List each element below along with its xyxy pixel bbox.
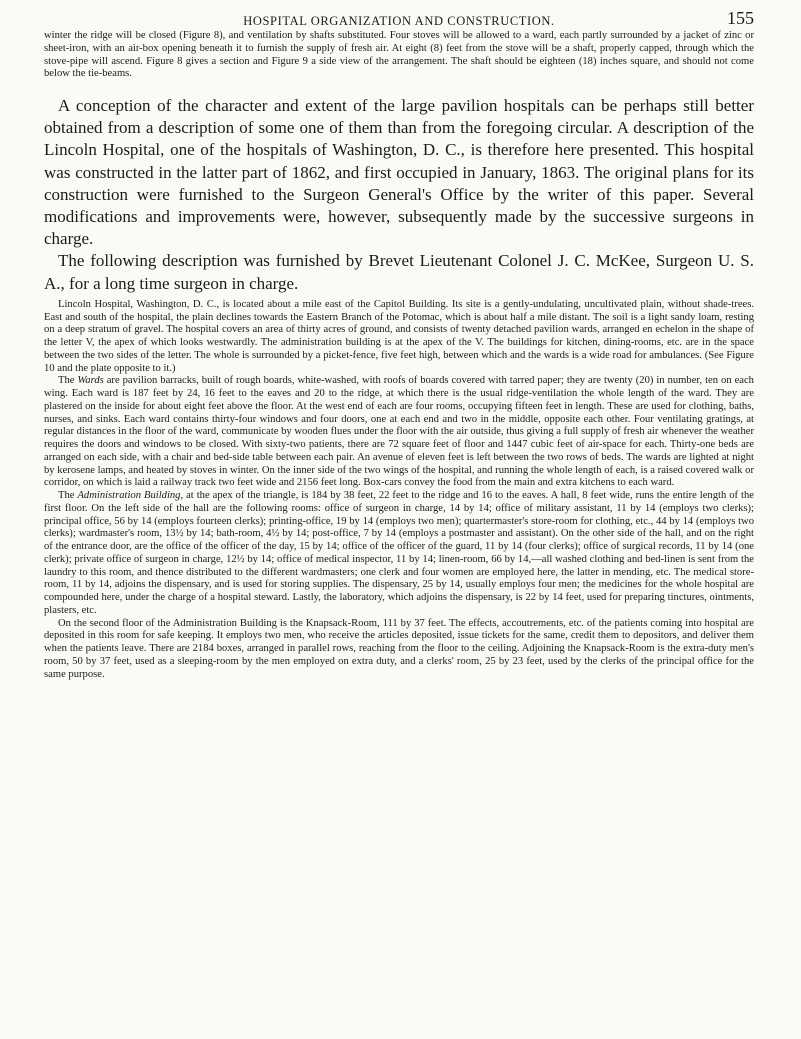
running-header [44, 0, 754, 30]
wards-text: are pavilion barracks, built of rough boards, white-washed, with roofs of boards covered with tarred paper; they are twenty (20) in number, ten on each wing. Each ward is 187 feet by 24, 16 feet to the eaves and 20 to the ridge, at which there is the usual ridge-ventilation the whole length of the ward. They are plastered on the inside for about eight feet above the floor. At the west end of each are four rooms, occupying fifteen feet in length. These are used for clothing, baths, nurses, and sinks. Each ward contains thirty-four windows and four doors, one at each end and two in the middle, opposite each other. Four ventilating gratings, at regular distances in the floor of the ward, communicate by wooden flues under the floor with the air outside, thus giving a full supply of fresh air whenever the weather requires the doors and windows to be closed. With sixty-two patients, there are 72 square feet of floor and 1447 cubic feet of air-space for each. Thirty-one beds are arranged on each side, with a chair and bed-side table between each pair. An avenue of eleven feet is left between the two rows of beds. The wards are lighted at night by kerosene lamps, and heated by stoves in winter. On the inner side of the two wings of the hospital, and running the whole length of each, is a raised covered walk or corridor, on which is laid a railway track two feet wide and 2156 feet long. Box-cars convey the food from the main and extra kitchens to each ward. [44, 375, 754, 489]
page-number: 155 [727, 8, 754, 28]
wards-prefix: The [58, 375, 78, 387]
description-paragraph-administration [44, 490, 754, 618]
administration-prefix: The [58, 490, 78, 502]
continued-paragraph: winter the ridge will be closed (Figure 8), and ventilation by shafts substituted. Four stoves will be allowed to a ward, each partly surrounded by a jacket of zinc or sheet-iron, with an air-box opening beneath it to furnish the supply of fresh air. At eight (8) feet from the stove will be a shaft, properly capped, through which the stove-pipe will ascend. Figure 8 gives a section and Figure 9 a side view of the arrangement. The shaft should be eighteen (18) inches square, and should not come below the tie-beams. [44, 30, 754, 80]
intro-paragraph-2: The following description was furnished by Brevet Lieutenant Colonel J. C. McKee, Surgeon U. S. A., for a long time surgeon in charge. [44, 251, 754, 293]
description-paragraph-knapsack-room: On the second floor of the Administration Building is the Knapsack-Room, 111 by 37 feet. The effects, accoutrements, etc. of the patients coming into hospital are deposited in this room for safe keeping. It employs two men, who receive the articles deposited, issue tickets for the same, credit them to depositors, and deliver them when the patients leave. There are 2184 boxes, arranged in parallel rows, reaching from the floor to the ceiling. Adjoining the Knapsack-Room is the extra-duty men's room, 50 by 37 feet, used as a sleeping-room by the men employed on extra duty, and a clerks' room, 25 by 23 feet, used by the clerks of the principal office for the same purpose. [44, 617, 754, 680]
administration-lead: Administration Building [77, 490, 181, 502]
wards-lead: Wards [77, 375, 104, 387]
description-paragraph-location: Lincoln Hospital, Washington, D. C., is located about a mile east of the Capitol Building. Its site is a gently-undulating, uncultivated plain, without shade-trees. East and south of the hospital, the plain declines towards the Eastern Branch of the Potomac, which is about half a mile distant. The soil is a light sandy loam, resting on a deep stratum of gravel. The hospital covers an area of thirty acres of ground, and consists of twenty detached pavilion wards, arranged en echelon in the shape of the letter V, the apex of which looks westwardly. The administration building is at the apex of the V. The buildings for kitchen, dining-rooms, etc. are in the space between the two sides of the letter. The whole is surrounded by a picket-fence, five feet high, between which and the wards is a wide road for ambulances. (See Figure 10 and the plate opposite to it.) [44, 298, 754, 374]
introduction [44, 95, 754, 295]
administration-text: , at the apex of the triangle, is 184 by 38 feet, 22 feet to the ridge and 16 to the eaves. A hall, 8 feet wide, runs the entire length of the first floor. On the left side of the hall are the following rooms: office of surgeon in charge, 14 by 14; office of military assistant, 11 by 14 (employs two clerks); principal office, 56 by 14 (employs fourteen clerks); printing-office, 19 by 14 (employs two men); quartermaster's store-room for clothing, etc., 44 by 14 (employs two clerks); wardmaster's room, 13½ by 14; bath-room, 4½ by 14; post-office, 7 by 14 (employs a postmaster and assistant). On the other side of the hall, and on the right of the entrance door, are the office of the officer of the day, 15 by 14; office of the officer of the guard, 11 by 14 (four clerks); office of surgical records, 11 by 14 (one clerk); private office of surgeon in charge, 12½ by 14; office of medical inspector, 11 by 14; linen-room, 66 by 14,—all washed clothing and bed-linen is sent from the laundry to this room, and thence distributed to the different wardmasters; one clerk and four women are employed here, the latter in mending, etc. The medical store-room, 11 by 14, adjoins the dispensary, and is used for storing supplies. The dispensary, 25 by 14, usually employs four men; the medicines for the whole hospital are compounded here, under the charge of a hospital steward. Lastly, the laboratory, which adjoins the dispensary, is 22 by 14 feet, used for preparing tinctures, ointments, plasters, etc. [44, 490, 754, 616]
hospital-description [44, 299, 754, 682]
description-paragraph-wards [44, 375, 754, 490]
intro-paragraph-1: A conception of the character and extent of the large pavilion hospitals can be perhaps still better obtained from a description of some one of them than from the foregoing circular. A description of the Lincoln Hospital, one of the hospitals of Washington, D. C., is therefore here presented. This hospital was constructed in the latter part of 1862, and first occupied in January, 1863. The original plans for its construction were furnished to the Surgeon General's Office by the writer of this paper. Several modifications and improvements were, however, subsequently made by the successive surgeons in charge. [44, 96, 754, 249]
running-title: HOSPITAL ORGANIZATION AND CONSTRUCTION. [243, 14, 555, 28]
